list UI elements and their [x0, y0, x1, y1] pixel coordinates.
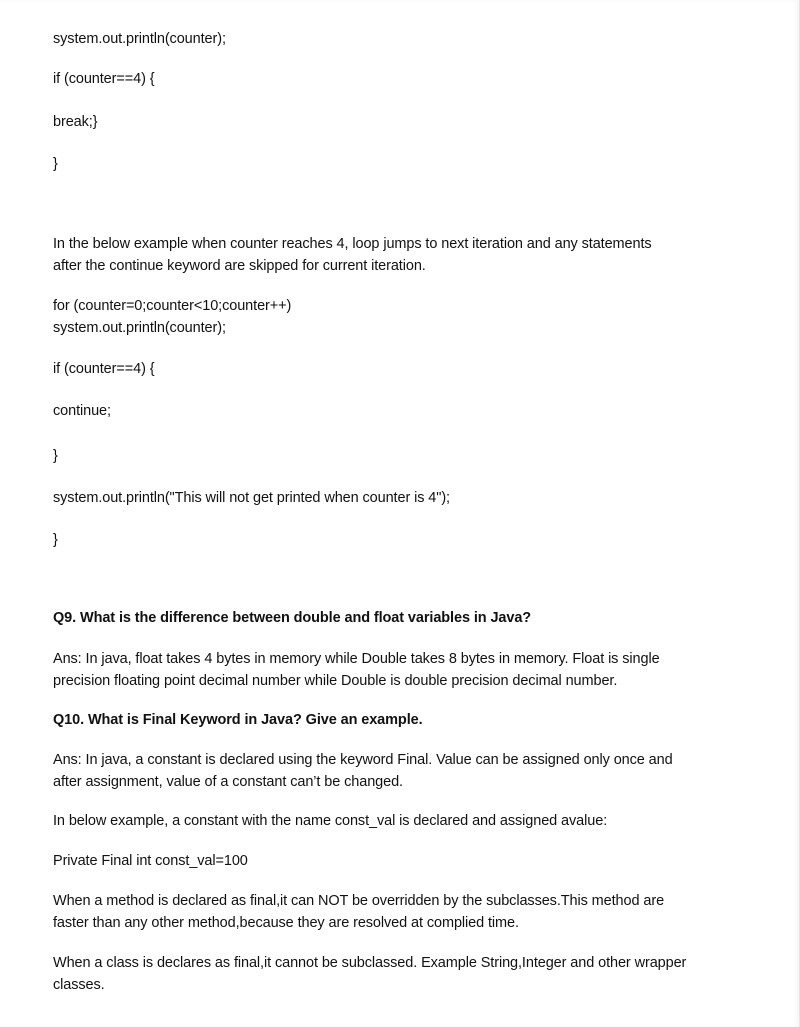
question-heading-q10: Q10. What is Final Keyword in Java? Give an example.	[53, 712, 423, 728]
answer-line: Ans: In java, float takes 4 bytes in memory while Double takes 8 bytes in memory. Float is single	[53, 651, 660, 667]
method-note-line: When a method is declared as final,it can NOT be overridden by the subclasses.This method are	[53, 893, 665, 909]
code-line: }	[53, 156, 58, 172]
class-note-line: When a class is declares as final,it cannot be subclassed. Example String,Integer and other wrapper	[53, 955, 687, 971]
answer-line: Ans: In java, a constant is declared using the keyword Final. Value can be assigned only once and	[53, 752, 673, 768]
example-code: Private Final int const_val=100	[53, 853, 248, 869]
code-line: system.out.println(counter);	[53, 31, 226, 47]
paragraph-line: after the continue keyword are skipped for current iteration.	[53, 258, 426, 274]
paragraph-line: In the below example when counter reaches 4, loop jumps to next iteration and any statements	[53, 236, 652, 252]
code-line: }	[53, 532, 58, 548]
answer-line: precision floating point decimal number while Double is double precision decimal number.	[53, 673, 618, 689]
answer-line: after assignment, value of a constant can’t be changed.	[53, 774, 403, 790]
method-note-line: faster than any other method,because they are resolved at complied time.	[53, 915, 519, 931]
code-line: system.out.println(counter);	[53, 320, 226, 336]
code-line: break;}	[53, 114, 98, 130]
code-line: system.out.println("This will not get printed when counter is 4");	[53, 490, 450, 506]
code-line: if (counter==4) {	[53, 71, 155, 87]
code-line: if (counter==4) {	[53, 361, 155, 377]
question-heading-q9: Q9. What is the difference between double and float variables in Java?	[53, 610, 532, 626]
code-line: }	[53, 448, 58, 464]
code-line: continue;	[53, 403, 111, 419]
code-line: for (counter=0;counter<10;counter++)	[53, 298, 292, 314]
example-intro: In below example, a constant with the name const_val is declared and assigned avalue:	[53, 813, 608, 829]
class-note-line: classes.	[53, 977, 105, 993]
